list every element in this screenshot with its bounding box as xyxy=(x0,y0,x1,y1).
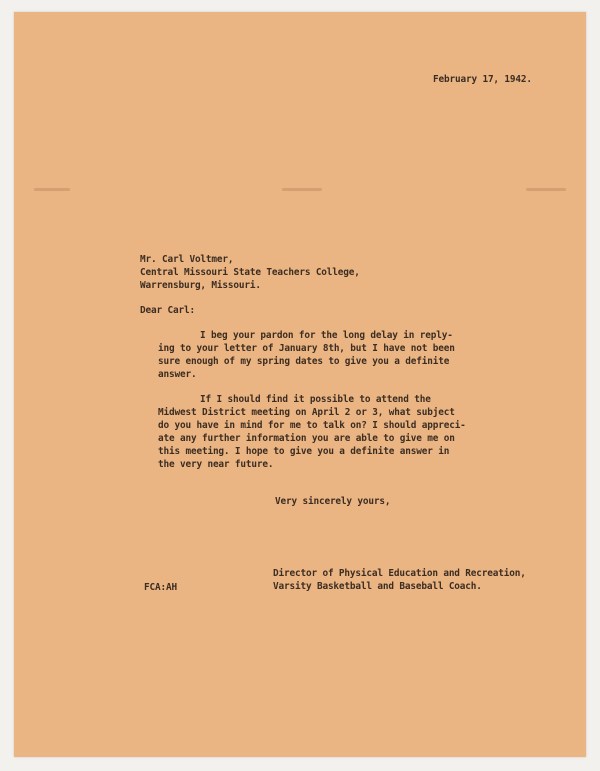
paragraph-1-line: answer. xyxy=(158,369,197,380)
paragraph-1-line: ing to your letter of January 8th, but I have not been xyxy=(158,343,455,354)
closing: Very sincerely yours, xyxy=(275,496,391,507)
paragraph-2-line: ate any further information you are able to give me on xyxy=(158,433,455,444)
paragraph-2-line: If I should find it possible to attend the xyxy=(200,394,431,405)
paper-stain xyxy=(34,188,70,191)
paragraph-2-line: the very near future. xyxy=(158,459,274,470)
signature-title-line: Director of Physical Education and Recreation, xyxy=(273,568,526,579)
recipient-institution: Central Missouri State Teachers College, xyxy=(140,267,360,278)
signature-title-line: Varsity Basketball and Baseball Coach. xyxy=(273,581,482,592)
paragraph-1-line: I beg your pardon for the long delay in reply- xyxy=(200,330,453,341)
typist-initials: FCA:AH xyxy=(144,582,177,593)
letter-page xyxy=(14,12,586,757)
salutation: Dear Carl: xyxy=(140,305,195,316)
paper-stain xyxy=(282,188,322,191)
letter-date: February 17, 1942. xyxy=(433,74,532,85)
paragraph-2-line: this meeting. I hope to give you a definite answer in xyxy=(158,446,450,457)
paragraph-1-line: sure enough of my spring dates to give you a definite xyxy=(158,356,450,367)
paragraph-2-line: do you have in mind for me to talk on? I should appreci- xyxy=(158,420,466,431)
paragraph-2-line: Midwest District meeting on April 2 or 3, what subject xyxy=(158,407,455,418)
recipient-city: Warrensburg, Missouri. xyxy=(140,280,261,291)
paper-stain xyxy=(526,188,566,191)
recipient-name: Mr. Carl Voltmer, xyxy=(140,254,234,265)
